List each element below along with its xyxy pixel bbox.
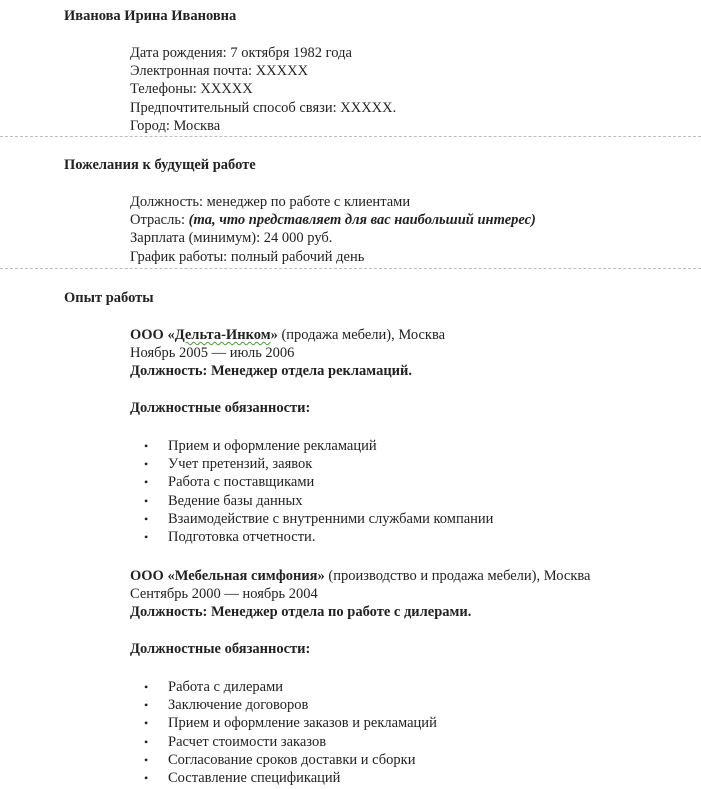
wishes-heading: Пожелания к будущей работе [64, 157, 256, 173]
job-1-period: Ноябрь 2005 — июль 2006 [130, 345, 295, 362]
bullet-icon: • [144, 770, 149, 785]
list-item: • Подготовка отчетности. [144, 528, 316, 545]
job-1-company-name: Дельта-Инком [174, 327, 271, 343]
job-1-position: Должность: Менеджер отдела рекламаций. [130, 363, 413, 380]
email: Электронная почта: XXXXX [130, 63, 309, 80]
job-2-position: Должность: Менеджер отдела по работе с дилерами. [130, 604, 472, 621]
list-item: • Прием и оформление заказов и рекламаций [144, 715, 437, 732]
job-1 [130, 326, 445, 381]
phones: Телефоны: XXXXX [130, 81, 253, 98]
list-item: • Составление спецификаций [144, 769, 341, 786]
list-item: • Согласование сроков доставки и сборки [144, 751, 416, 768]
job-2-company-prefix: ООО « [130, 568, 175, 584]
bullet-icon: • [144, 734, 149, 749]
desired-industry [130, 211, 536, 229]
job-2-period: Сентябрь 2000 — ноябрь 2004 [130, 586, 318, 603]
job-1-company-suffix: » [270, 327, 278, 343]
list-item: • Работа с дилерами [144, 679, 284, 695]
list-item: • Расчет стоимости заказов [144, 733, 327, 750]
job-2-company-suffix: » [317, 568, 325, 584]
birth-date: Дата рождения: 7 октября 1982 года [130, 45, 352, 61]
bullet-icon: • [144, 457, 149, 472]
job-2 [130, 567, 590, 622]
bullet-icon: • [144, 698, 149, 713]
candidate-name: Иванова Ирина Ивановна [64, 8, 237, 24]
desired-schedule: График работы: полный рабочий день [130, 248, 365, 265]
list-item: • Заключение договоров [144, 697, 309, 714]
list-item: • Взаимодействие с внутренними службами компании [144, 510, 494, 527]
job-1-duties-title: Должностные обязанности: [130, 400, 311, 416]
job-2-company [130, 567, 590, 585]
contacts-block [130, 44, 396, 135]
bullet-icon: • [144, 680, 149, 694]
job-2-company-name: Мебельная симфония [174, 568, 318, 584]
city: Город: Москва [130, 117, 221, 134]
wishes-block [130, 193, 536, 266]
bullet-icon: • [144, 716, 149, 731]
preferred-contact: Предпочтительный способ связи: XXXXX. [130, 99, 397, 116]
job-1-description: (продажа мебели), Москва [277, 327, 446, 343]
desired-salary: Зарплата (минимум): 24 000 руб. [130, 230, 333, 247]
job-1-company-prefix: ООО « [130, 327, 175, 343]
job-1-company [130, 326, 445, 344]
industry-label: Отрасль: [130, 212, 189, 229]
list-item: • Учет претензий, заявок [144, 456, 313, 473]
bullet-icon: • [144, 475, 149, 490]
list-item: • Прием и оформление рекламаций [144, 438, 377, 454]
bullet-icon: • [144, 439, 149, 453]
list-item: • Ведение базы данных [144, 492, 303, 509]
job-1-duties-list [130, 437, 493, 546]
desired-position: Должность: менеджер по работе с клиентами [130, 194, 411, 210]
section-divider [0, 268, 701, 269]
job-2-duties-title: Должностные обязанности: [130, 641, 311, 657]
job-2-description: (производство и продажа мебели), Москва [324, 568, 591, 584]
bullet-icon: • [144, 752, 149, 767]
experience-heading: Опыт работы [64, 290, 154, 306]
industry-value: (та, что представляет для вас наибольший интерес) [188, 212, 536, 229]
list-item: • Работа с поставщиками [144, 474, 315, 491]
job-2-duties-list [130, 678, 437, 787]
bullet-icon: • [144, 529, 149, 544]
bullet-icon: • [144, 511, 149, 526]
bullet-icon: • [144, 493, 149, 508]
section-divider [0, 136, 701, 137]
